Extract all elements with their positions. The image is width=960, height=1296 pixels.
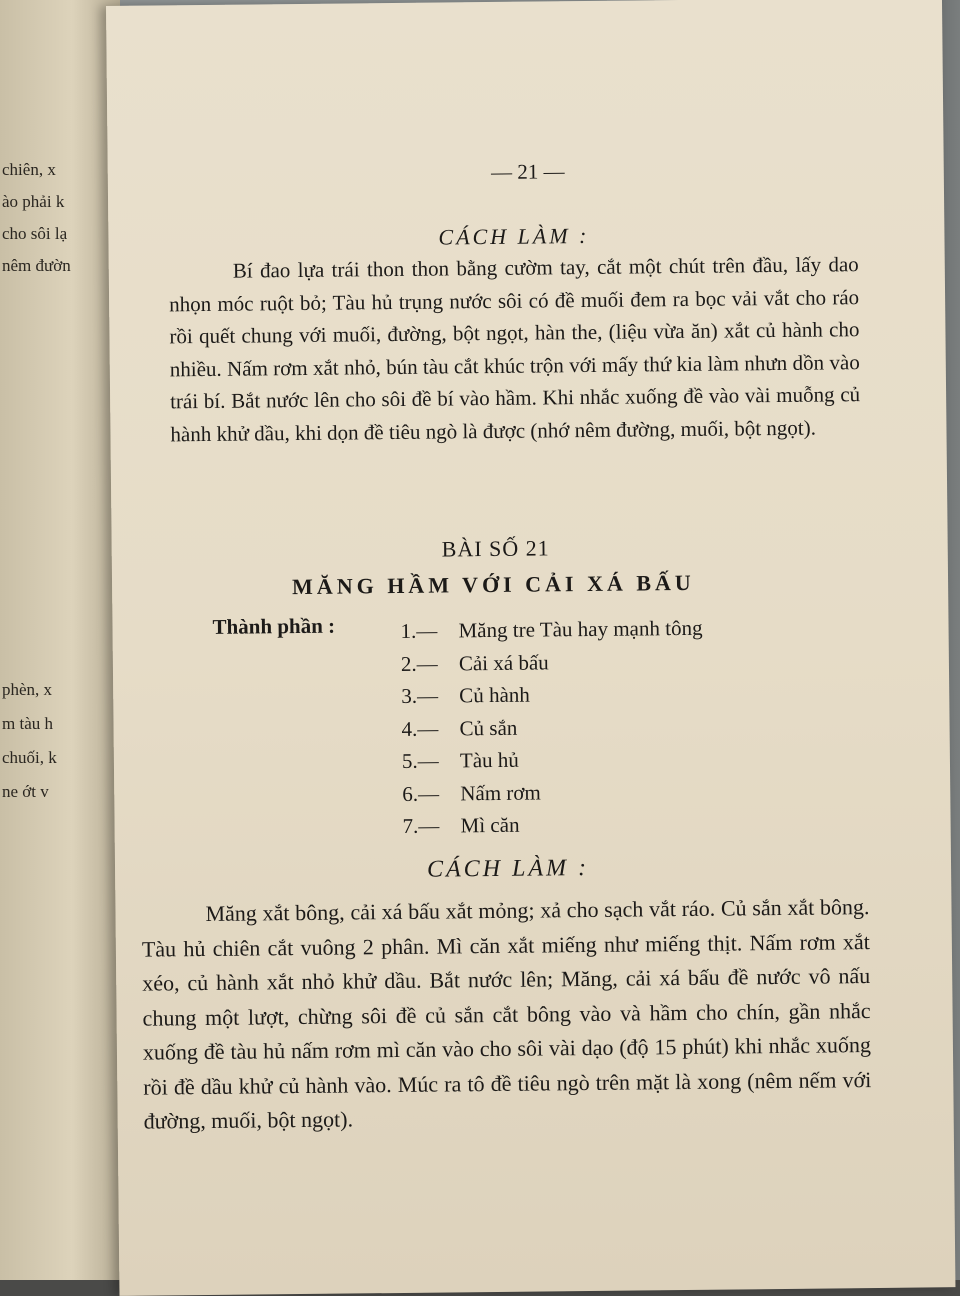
lesson-number: BÀI SỐ 21 — [441, 535, 550, 562]
ingredient-number: 1.— — [400, 618, 438, 643]
ingredient-name: Tàu hủ — [459, 747, 519, 773]
ingredient-item — [402, 774, 704, 810]
ingredient-item — [402, 742, 704, 778]
ingredient-name: Nấm rơm — [460, 779, 541, 805]
ingredients-label: Thành phần : — [212, 613, 336, 639]
method-heading-previous: CÁCH LÀM : — [438, 222, 590, 250]
ingredient-item — [401, 709, 703, 745]
previous-page-edge — [0, 0, 120, 1280]
method-text: Măng xắt bông, cải xá bấu xắt mỏng; xả cho sạch vắt ráo. Củ sắn xắt bông. Tàu hủ chiên cắt vuông 2 phân. Mì căn xắt miếng như miếng thịt. Nấm rơm xắt xéo, củ hành xắt nhỏ khử dầu. Bắt nước lên; Măng, cải xá bấu đề nước vô nấu chung một lượt, chừng sôi đề củ sắn cắt bông vào và hầm cho chín, gần nhắc xuống đề tàu hủ nấm rơm mì căn vào cho sôi vài dạo (độ 15 phút) khi nhắc xuống rồi đề dầu khử củ hành vào. Múc ra tô đề tiêu ngò trên mặt là xong (nêm nếm với đường, muối, bột ngọt). — [141, 894, 872, 1134]
ingredient-name: Mì căn — [460, 812, 520, 838]
ingredient-name: Cải xá bấu — [458, 649, 549, 675]
left-page-fragment: cho sôi lạ — [2, 224, 68, 243]
ingredient-number: 6.— — [402, 781, 440, 806]
recipe-title: MĂNG HẦM VỚI CẢI XÁ BẤU — [291, 569, 695, 600]
book-page — [106, 0, 955, 1296]
ingredient-item — [401, 677, 703, 713]
ingredient-number: 4.— — [401, 716, 439, 741]
ingredient-number: 3.— — [401, 683, 439, 708]
ingredient-name: Củ sắn — [459, 715, 518, 740]
ingredient-name: Củ hành — [459, 682, 530, 708]
ingredients-list — [400, 612, 704, 843]
ingredient-item — [402, 807, 704, 843]
ingredient-item — [400, 612, 702, 648]
method-heading: CÁCH LÀM : — [426, 854, 590, 883]
left-page-fragment: chiên, x — [2, 160, 56, 179]
ingredient-item — [401, 644, 703, 680]
left-page-fragment: nêm đườn — [2, 256, 71, 275]
method-text-previous: Bí đao lựa trái thon thon bằng cườm tay, cắt một chút trên đầu, lấy dao nhọn móc ruột bỏ; Tàu hủ trụng nước sôi có đề muối đem ra bọc vải vắt cho ráo rồi quết chung với muối, đường, bột ngọt, hàn the, (liệu vừa ăn) xắt củ hành cho nhiều. Nấm rơm xắt nhỏ, bún tàu cắt khúc trộn với mấy thứ kia làm nhưn dồn vào trái bí. Bắt nước lên cho sôi đề bí vào hầm. Khi nhắc xuống đề vào vài muỗng củ hành khử dầu, khi dọn đề tiêu ngò là được (nhớ nêm đường, muối, bột ngọt). — [168, 252, 861, 446]
ingredient-number: 5.— — [401, 748, 439, 773]
left-page-fragment: ne ớt v — [2, 782, 49, 801]
left-page-fragment: phèn, x — [2, 680, 53, 699]
ingredient-number: 7.— — [402, 813, 440, 838]
ingredient-number: 2.— — [400, 651, 438, 676]
left-page-fragment: ào phải k — [2, 192, 65, 211]
left-page-fragment: m tàu h — [2, 714, 53, 733]
left-page-fragment: chuối, k — [2, 748, 57, 767]
ingredient-name: Măng tre Tàu hay mạnh tông — [458, 615, 703, 643]
page-number: — 21 — — [490, 159, 565, 184]
